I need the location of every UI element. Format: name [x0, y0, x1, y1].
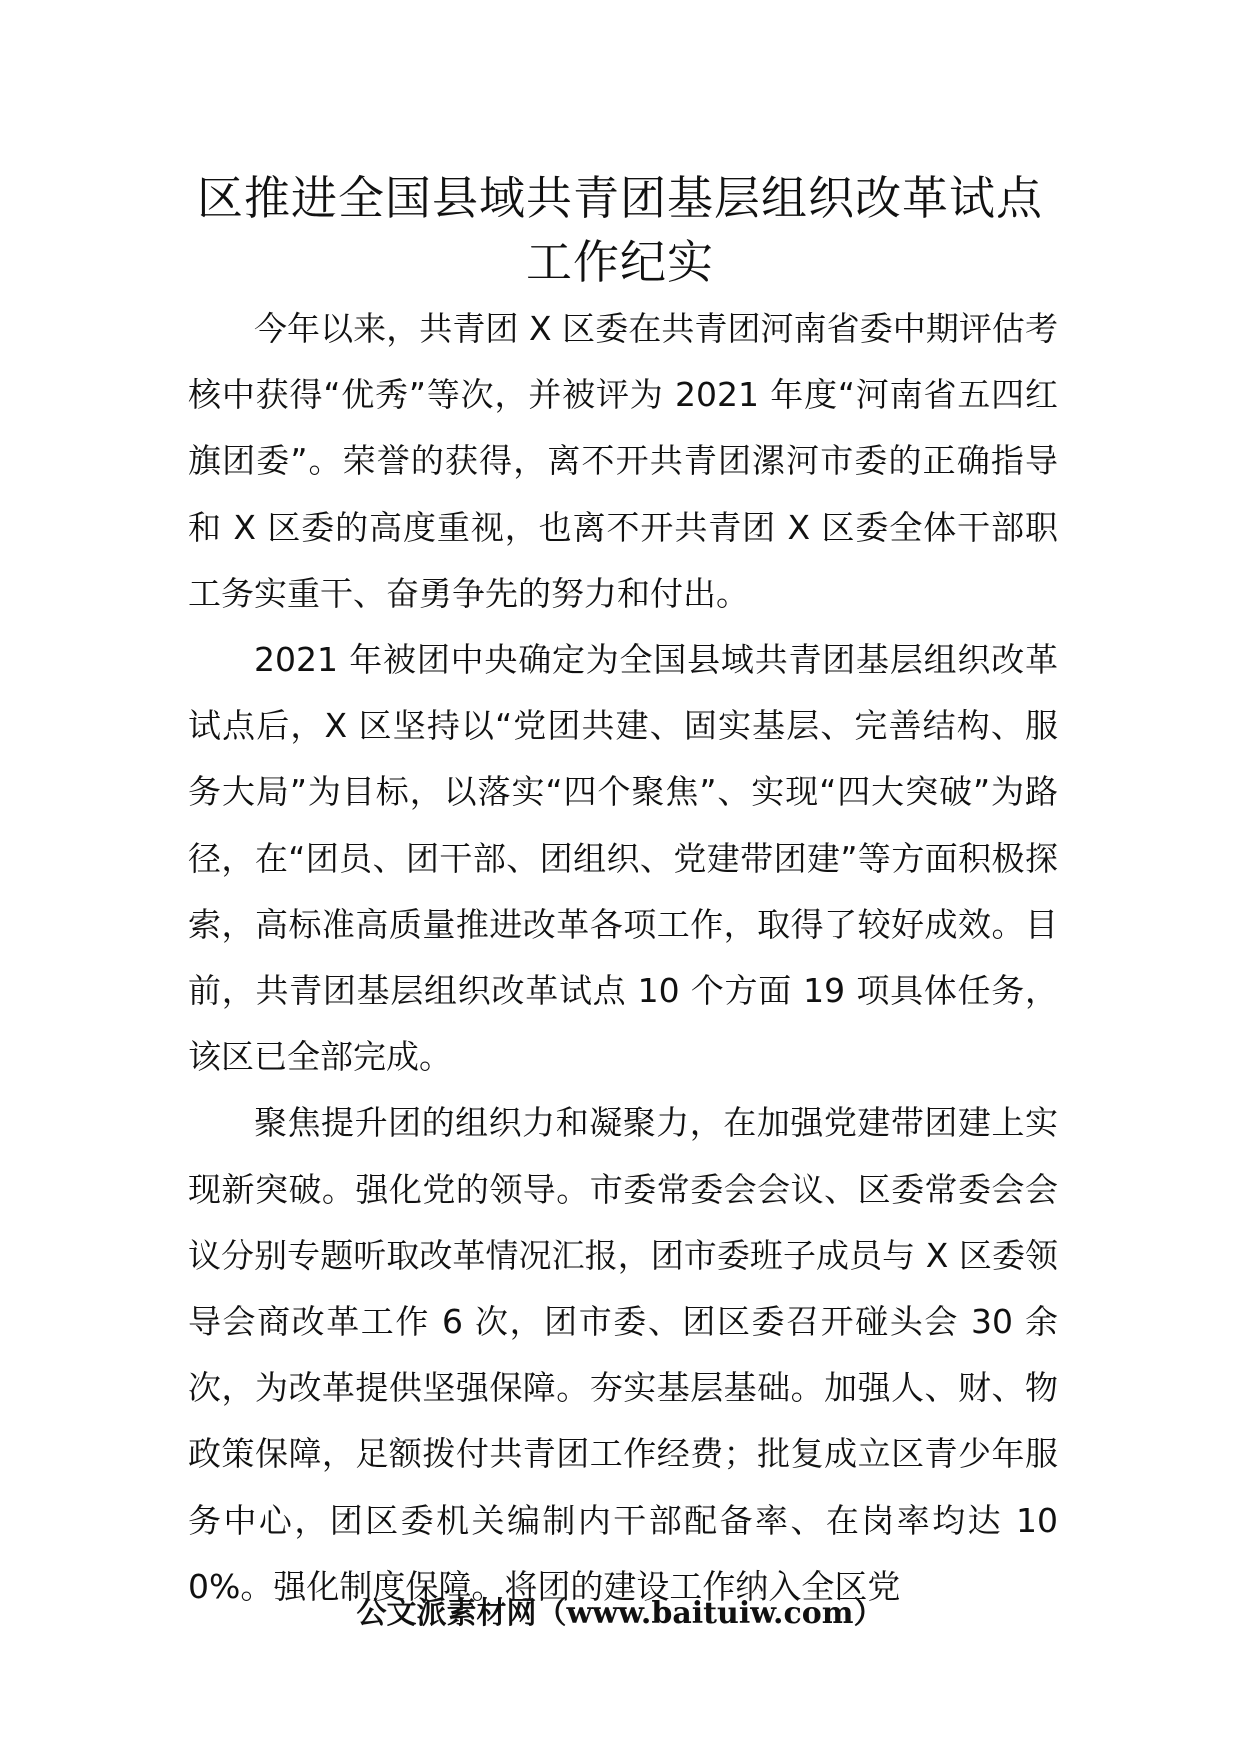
- footer-watermark: 公文派素材网（www.baituiw.com）: [356, 1596, 884, 1631]
- document-title-line-2: 工作纪实: [526, 235, 714, 289]
- document-body: [188, 296, 1058, 1620]
- document-title-line-1: 区推进全国县域共青团基层组织改革试点: [197, 171, 1043, 225]
- paragraph-3: 聚焦提升团的组织力和凝聚力，在加强党建带团建上实现新突破。强化党的领导。市委常委会会议、区委常委会会议分别专题听取改革情况汇报，团市委班子成员与 X 区委领导会商改革工作 6 次，团市委、团区委召开碰头会 30 余次，为改革提供坚强保障。夯实基层基础。加强人、财、物政策保障，足额拨付共青团工作经费；批复成立区青少年服务中心，团区委机关编制内干部配备率、在岗率均达 100%。强化制度保障。将团的建设工作纳入全区党: [188, 1103, 1058, 1606]
- paragraph-2: 2021 年被团中央确定为全国县域共青团基层组织改革试点后，X 区坚持以“党团共建、固实基层、完善结构、服务大局”为目标，以落实“四个聚焦”、实现“四大突破”为路径，在“团员、团干部、团组织、党建带团建”等方面积极探索，高标准高质量推进改革各项工作，取得了较好成效。目前，共青团基层组织改革试点 10 个方面 19 项具体任务，该区已全部完成。: [188, 640, 1058, 1077]
- paragraph-1: 今年以来，共青团 X 区委在共青团河南省委中期评估考核中获得“优秀”等次，并被评为 2021 年度“河南省五四红旗团委”。荣誉的获得，离不开共青团漯河市委的正确指导和 X 区委的高度重视，也离不开共青团 X 区委全体干部职工务实重干、奋勇争先的努力和付出。: [188, 309, 1058, 613]
